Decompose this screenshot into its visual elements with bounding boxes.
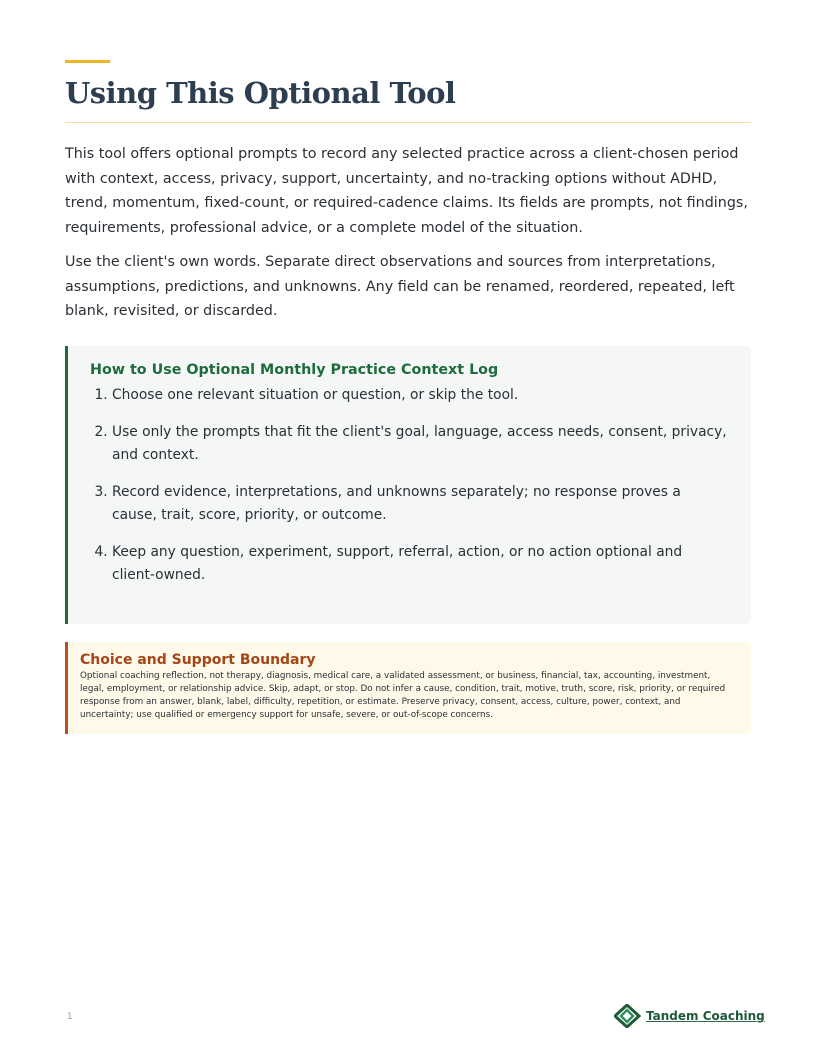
boundary-heading: Choice and Support Boundary	[80, 652, 316, 668]
intro-paragraph: This tool offers optional prompts to record any selected practice across a client-chosen period with context, access, privacy, support, uncertainty, and no-tracking options without ADHD, trend, momentum, fixed-count, or required-cadence claims. Its fields are prompts, not findings, requirements, professional advice, or a complete model of the situation.	[65, 146, 748, 236]
title-accent-bar	[65, 60, 110, 63]
boundary-text: Optional coaching reflection, not therapy, diagnosis, medical care, a validated assessment, or business, financial, tax, accounting, investment, legal, employment, or relationship advice. Skip, adapt, or stop. Do not infer a cause, condition, trait, motive, truth, score, risk, priority, or required response from an answer, blank, label, difficulty, repetition, or estimate. Preserve privacy, consent, access, culture, power, context, and uncertainty; use qualified or emergency support for unsafe, severe, or out-of-scope concerns.	[80, 671, 726, 720]
how-to-heading: How to Use Optional Monthly Practice Context Log	[90, 362, 499, 378]
how-to-step: 1. Choose one relevant situation or question, or skip the tool.	[112, 384, 727, 407]
support-boundary-callout	[65, 642, 751, 734]
how-to-step: 4. Keep any question, experiment, support, referral, action, or no action optional and client-owned.	[112, 541, 727, 587]
intro-section	[65, 142, 751, 334]
how-to-steps	[90, 384, 727, 587]
title-divider	[65, 122, 751, 123]
brand-name: Tandem Coaching	[646, 1009, 765, 1023]
brand-logo	[614, 1004, 765, 1028]
page-number: 1	[67, 1012, 73, 1022]
how-to-step: 3. Record evidence, interpretations, and unknowns separately; no response proves a cause, trait, score, priority, or outcome.	[112, 481, 727, 527]
diamond-logo-icon	[614, 1004, 642, 1028]
intro-paragraph: Use the client's own words. Separate direct observations and sources from interpretations, assumptions, predictions, and unknowns. Any field can be renamed, reordered, repeated, left blank, revisited, or discarded.	[65, 254, 735, 319]
how-to-step: 2. Use only the prompts that fit the client's goal, language, access needs, consent, privacy, and context.	[112, 421, 727, 467]
page-title: Using This Optional Tool	[65, 76, 456, 110]
how-to-callout	[65, 346, 751, 624]
